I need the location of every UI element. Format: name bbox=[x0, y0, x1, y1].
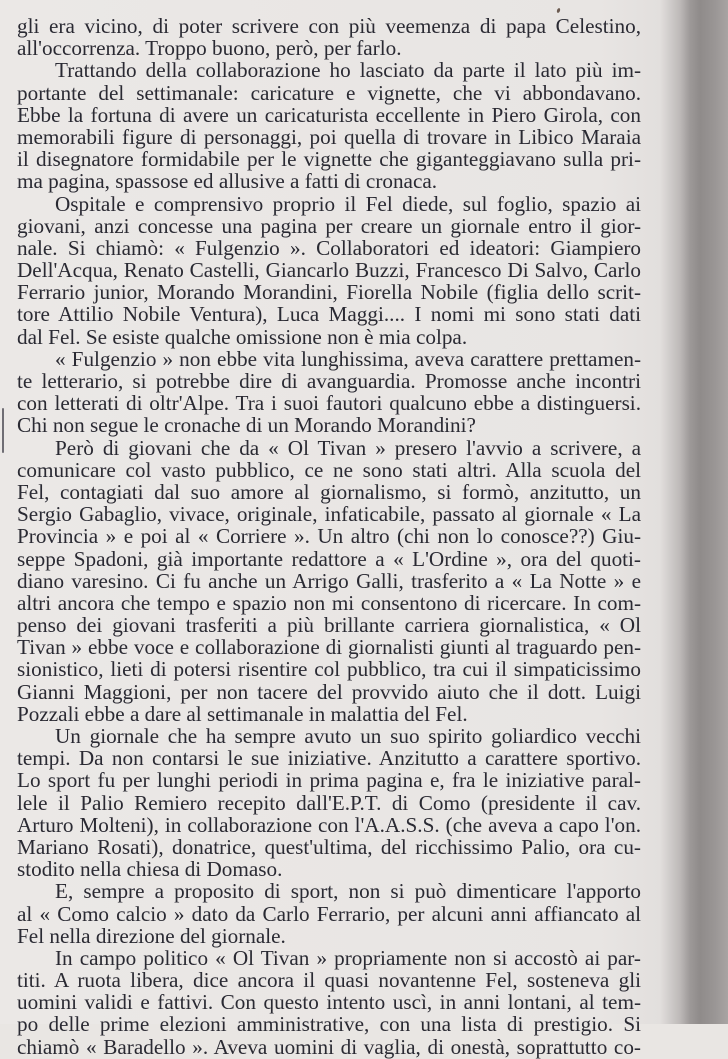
text-line: Ferrario junior, Morando Morandini, Fiorella Nobile (figlia dello scrit- bbox=[17, 280, 641, 305]
paragraph bbox=[17, 59, 641, 192]
text-line: Un giornale che ha sempre avuto un suo spirito goliardico vecchi bbox=[55, 724, 641, 748]
text-line: ma pagina, spassose ed allusive a fatti di cronaca. bbox=[17, 169, 438, 194]
ink-speck bbox=[556, 8, 561, 14]
text-line: giovani, anzi concesse una pagina per creare un giornale entro il gior- bbox=[17, 213, 641, 238]
text-line: Gianni Maggioni, per non tacere del provvido aiuto che il dott. Luigi bbox=[17, 679, 641, 704]
text-line: uomini validi e fattivi. Con questo intento uscì, in anni lontani, al tem- bbox=[17, 990, 641, 1015]
text-line: all'occorrenza. Troppo buono, però, per farlo. bbox=[17, 36, 402, 61]
text-line: al « Como calcio » dato da Carlo Ferrario, per alcuni anni affiancato al bbox=[17, 901, 641, 926]
text-line: tempi. Da non contarsi le sue iniziative. Anzitutto a carattere sportivo. bbox=[17, 746, 641, 771]
text-line: lele il Palio Remiero recepito dall'E.P.T. di Como (presidente il cav. bbox=[17, 790, 641, 815]
text-line: E, sempre a proposito di sport, non si può dimenticare l'apporto bbox=[55, 879, 641, 904]
text-line: Mariano Rosati), donatrice, quest'ultima, del ricchissimo Palio, ora cu- bbox=[17, 834, 641, 859]
text-line: Pozzali ebbe a dare al settimanale in malattia del Fel. bbox=[17, 701, 468, 726]
text-line: Tivan » ebbe voce e collaborazione di giornalisti giunti al traguardo pen- bbox=[17, 635, 641, 660]
text-line: po delle prime elezioni amministrative, con una lista di prestigio. Si bbox=[17, 1012, 641, 1037]
paragraph bbox=[17, 947, 641, 1058]
text-line: Però di giovani che da « Ol Tivan » presero l'avvio a scrivere, a bbox=[55, 435, 641, 460]
paragraph bbox=[17, 15, 641, 59]
paragraph bbox=[17, 725, 641, 880]
text-line: gli era vicino, di poter scrivere con più veemenza di papa Celestino, bbox=[17, 14, 641, 38]
text-line: tore Attilio Nobile Ventura), Luca Maggi.... I nomi mi sono stati dati bbox=[17, 302, 641, 327]
text-line: Lo sport fu per lunghi periodi in prima pagina e, fra le iniziative paral- bbox=[17, 768, 641, 793]
text-line: Ebbe la fortuna di avere un caricaturista eccellente in Piero Girola, con bbox=[17, 102, 641, 127]
text-line: Trattando della collaborazione ho lasciato da parte il lato più im- bbox=[55, 58, 641, 83]
paragraph bbox=[17, 193, 641, 348]
text-line: sionistico, lieti di potersi risentire col pubblico, tra cui il simpaticissimo bbox=[17, 657, 641, 682]
text-line: Sergio Gabaglio, vivace, originale, infaticabile, passato al giornale « La bbox=[17, 502, 641, 527]
text-line: diano varesino. Ci fu anche un Arrigo Galli, trasferito a « La Notte » e bbox=[17, 568, 641, 593]
text-line: Fel, contagiati dal suo amore al giornalismo, si formò, anzitutto, un bbox=[17, 479, 641, 504]
text-line: comunicare col vasto pubblico, ce ne sono stati altri. Alla scuola del bbox=[17, 457, 641, 482]
text-line: In campo politico « Ol Tivan » propriamente non si accostò ai par- bbox=[55, 945, 641, 970]
text-line: Arturo Molteni), in collaborazione con l'A.A.S.S. (che aveva a capo l'on. bbox=[17, 812, 641, 837]
text-line: te letterario, si potrebbe dire di avanguardia. Promosse anche incontri bbox=[17, 369, 641, 393]
text-line: Dell'Acqua, Renato Castelli, Giancarlo Buzzi, Francesco Di Salvo, Carlo bbox=[17, 258, 641, 283]
text-line: penso dei giovani trasferiti a più brillante carriera giornalistica, « Ol bbox=[17, 613, 641, 638]
paragraph bbox=[17, 437, 641, 725]
text-line: titi. A ruota libera, dice ancora il quasi novantenne Fel, sosteneva gli bbox=[17, 968, 641, 993]
text-line: Provincia » e poi al « Corriere ». Un altro (chi non lo conosce??) Giu- bbox=[17, 524, 641, 549]
text-line: chiamò « Baradello ». Aveva uomini di vaglia, di onestà, soprattutto co- bbox=[17, 1034, 641, 1059]
text-line: dal Fel. Se esiste qualche omissione non è mia colpa. bbox=[17, 324, 468, 349]
text-line: Fel nella direzione del giornale. bbox=[17, 923, 286, 948]
text-line: il disegnatore formidabile per le vignette che giganteggiavano sulla pri- bbox=[17, 147, 641, 172]
text-line: nale. Si chiamò: « Fulgenzio ». Collaboratori ed ideatori: Giampiero bbox=[17, 235, 641, 260]
text-line: memorabili figure di personaggi, poi quella di trovare in Libico Maraia bbox=[17, 124, 641, 149]
paragraph bbox=[17, 880, 641, 947]
text-line: altri ancora che tempo e spazio non mi consentono di ricercare. In com- bbox=[17, 590, 641, 615]
text-line: Chi non segue le cronache di un Morando Morandini? bbox=[17, 413, 476, 438]
text-line: con letterati di oltr'Alpe. Tra i suoi fautori qualcuno ebbe a distinguersi. bbox=[17, 391, 641, 416]
text-line: portante del settimanale: caricature e vignette, che vi abbondavano. bbox=[17, 80, 641, 105]
margin-pencil-mark bbox=[2, 408, 4, 453]
text-line: « Fulgenzio » non ebbe vita lunghissima, aveva carattere prettamen- bbox=[55, 346, 641, 371]
text-line: stodito nella chiesa di Domaso. bbox=[17, 857, 283, 882]
body-text bbox=[17, 15, 641, 1058]
text-line: Ospitale e comprensivo proprio il Fel diede, sul foglio, spazio ai bbox=[55, 191, 641, 216]
text-line: seppe Spadoni, già importante redattore a « L'Ordine », ora del quoti- bbox=[17, 546, 641, 571]
paragraph bbox=[17, 348, 641, 437]
